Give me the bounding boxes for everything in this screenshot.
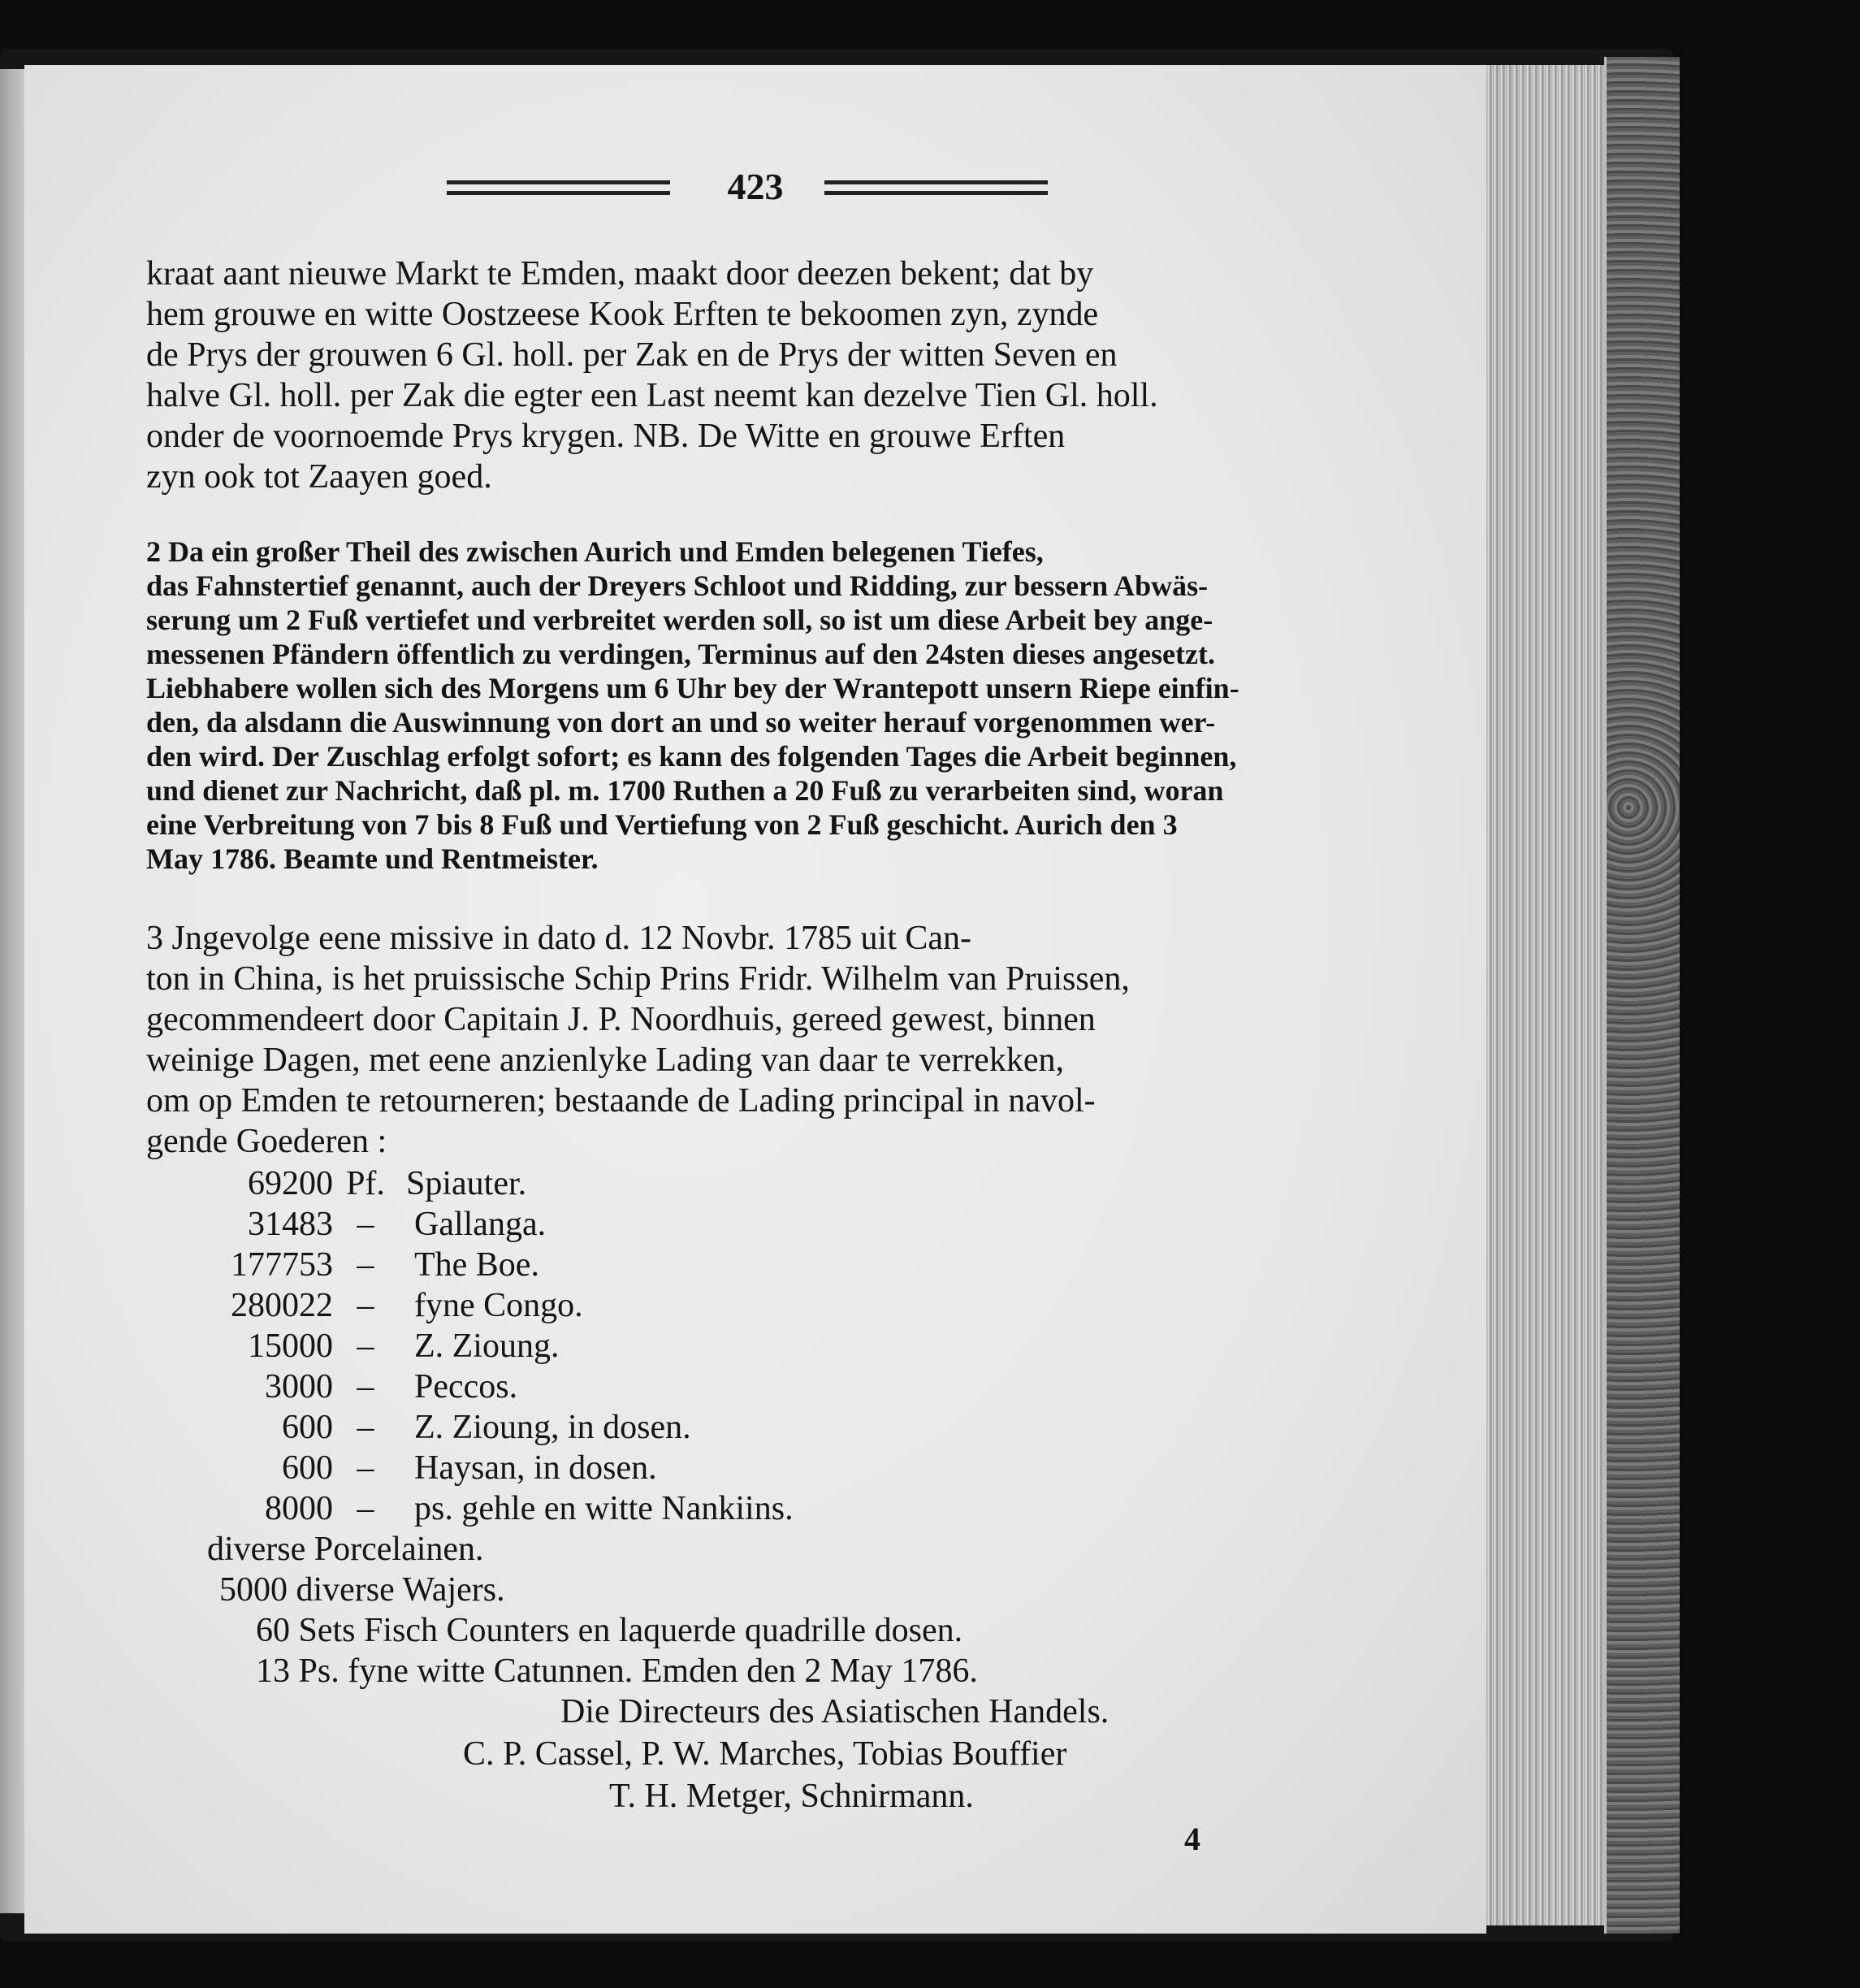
goods-row bbox=[146, 1488, 958, 1529]
goods-quantity: 15000 bbox=[248, 1327, 333, 1365]
goods-dash: – bbox=[357, 1327, 374, 1365]
book-page bbox=[24, 65, 1486, 1934]
paragraph2-line: Liebhabere wollen sich des Morgens um 6 Uhr bey der Wrantepott unsern Riepe einfin- bbox=[146, 672, 1239, 704]
paragraph1-line: kraat aant nieuwe Markt te Emden, maakt door deezen bekent; dat by bbox=[146, 255, 1094, 292]
paragraph3-line: weinige Dagen, met eene anzienlyke Lading van daar te verrekken, bbox=[146, 1042, 1064, 1079]
signature-line: T. H. Metger, Schnirmann. bbox=[609, 1778, 974, 1815]
goods-row bbox=[146, 1366, 958, 1407]
goods-item: The Boe. bbox=[414, 1246, 539, 1284]
goods-item: Gallanga. bbox=[414, 1206, 547, 1243]
paragraph2-line: das Fahnstertief genannt, auch der Dreyers Schloot und Ridding, zur bessern Abwäs- bbox=[146, 570, 1209, 602]
header-rule-right bbox=[824, 180, 1048, 195]
goods-quantity: 31483 bbox=[248, 1206, 333, 1243]
goods-quantity: 600 bbox=[282, 1409, 333, 1446]
paragraph2-line: den, da alsdann die Auswinnung von dort an und so weiter herauf vorgenommen wer- bbox=[146, 706, 1216, 738]
goods-dash: – bbox=[357, 1287, 374, 1324]
goods-extra-line: 60 Sets Fisch Counters en laquerde quadrille dosen. bbox=[256, 1612, 963, 1649]
goods-item: ps. gehle en witte Nankiins. bbox=[414, 1490, 794, 1527]
page-header bbox=[447, 162, 1064, 211]
paragraph1-line: de Prys der grouwen 6 Gl. holl. per Zak en de Prys der witten Seven en bbox=[146, 336, 1118, 374]
catchword: 4 bbox=[1184, 1821, 1200, 1857]
goods-unit: Pf. bbox=[346, 1165, 385, 1202]
page-number: 423 bbox=[727, 166, 784, 207]
paragraph1-line: halve Gl. holl. per Zak die egter een Last neemt kan dezelve Tien Gl. holl. bbox=[146, 377, 1158, 414]
goods-row bbox=[146, 1326, 958, 1366]
header-rule-left bbox=[447, 180, 670, 195]
goods-quantity: 280022 bbox=[231, 1287, 333, 1324]
paragraph3-line: om op Emden te retourneren; bestaande de Lading principal in navol- bbox=[146, 1082, 1096, 1120]
signature-line: C. P. Cassel, P. W. Marches, Tobias Bouffier bbox=[463, 1735, 1067, 1773]
goods-quantity: 8000 bbox=[265, 1490, 333, 1527]
goods-quantity: 177753 bbox=[231, 1246, 333, 1284]
goods-dash: – bbox=[357, 1449, 374, 1487]
goods-row bbox=[146, 1163, 958, 1204]
goods-quantity: 69200 bbox=[248, 1165, 333, 1202]
paragraph1-line: onder de voornoemde Prys krygen. NB. De Witte en grouwe Erften bbox=[146, 418, 1066, 455]
goods-dash: – bbox=[357, 1409, 374, 1446]
goods-extra-line: 13 Ps. fyne witte Catunnen. Emden den 2 May 1786. bbox=[256, 1652, 978, 1690]
paragraph3-line: 3 Jngevolge eene missive in dato d. 12 Novbr. 1785 uit Can- bbox=[146, 920, 972, 957]
goods-item: Z. Zioung, in dosen. bbox=[414, 1409, 691, 1446]
paragraph2-line: den wird. Der Zuschlag erfolgt sofort; es kann des folgenden Tages die Arbeit beginnen, bbox=[146, 740, 1237, 773]
previous-page-edge bbox=[0, 69, 28, 1913]
paragraph2-line: und dienet zur Nachricht, daß pl. m. 1700 Ruthen a 20 Fuß zu verarbeiten sind, woran bbox=[146, 774, 1224, 807]
goods-quantity: 3000 bbox=[265, 1368, 333, 1405]
goods-item: Spiauter. bbox=[406, 1165, 527, 1202]
paragraph3-line: gende Goederen : bbox=[146, 1123, 387, 1160]
goods-row bbox=[146, 1407, 958, 1448]
goods-item: fyne Congo. bbox=[414, 1287, 583, 1324]
goods-dash: – bbox=[357, 1368, 374, 1405]
goods-row bbox=[146, 1448, 958, 1488]
paragraph2-line: 2 Da ein großer Theil des zwischen Aurich und Emden belegenen Tiefes, bbox=[146, 535, 1044, 568]
goods-quantity: 600 bbox=[282, 1449, 333, 1487]
paragraph1-line: zyn ook tot Zaayen goed. bbox=[146, 458, 492, 496]
goods-dash: – bbox=[357, 1206, 374, 1243]
signature-line: Die Directeurs des Asiatischen Handels. bbox=[560, 1693, 1110, 1730]
paragraph1-line: hem grouwe en witte Oostzeese Kook Erften te bekoomen zyn, zynde bbox=[146, 296, 1099, 333]
book-cover-board bbox=[1604, 57, 1680, 1934]
goods-row bbox=[146, 1285, 958, 1326]
goods-extra-line: 5000 diverse Wajers. bbox=[219, 1571, 505, 1609]
goods-row bbox=[146, 1204, 958, 1245]
paragraph2-line: eine Verbreitung von 7 bis 8 Fuß und Vertiefung von 2 Fuß geschicht. Aurich den 3 bbox=[146, 808, 1178, 841]
goods-dash: – bbox=[357, 1490, 374, 1527]
goods-extra-line: diverse Porcelainen. bbox=[207, 1531, 484, 1568]
goods-row bbox=[146, 1245, 958, 1285]
goods-dash: – bbox=[357, 1246, 374, 1284]
paragraph2-line: serung um 2 Fuß vertiefet und verbreitet werden soll, so ist um diese Arbeit bey ange- bbox=[146, 604, 1213, 636]
goods-item: Haysan, in dosen. bbox=[414, 1449, 657, 1487]
goods-item: Peccos. bbox=[414, 1368, 518, 1405]
goods-item: Z. Zioung. bbox=[414, 1327, 560, 1365]
paragraph2-line: messenen Pfändern öffentlich zu verdingen, Terminus auf den 24sten dieses angesetzt. bbox=[146, 638, 1215, 670]
paragraph3-line: gecommendeert door Capitain J. P. Noordhuis, gereed gewest, binnen bbox=[146, 1001, 1096, 1038]
paragraph2-line: May 1786. Beamte und Rentmeister. bbox=[146, 842, 599, 875]
paragraph3-line: ton in China, is het pruissische Schip Prins Fridr. Wilhelm van Pruissen, bbox=[146, 960, 1130, 998]
